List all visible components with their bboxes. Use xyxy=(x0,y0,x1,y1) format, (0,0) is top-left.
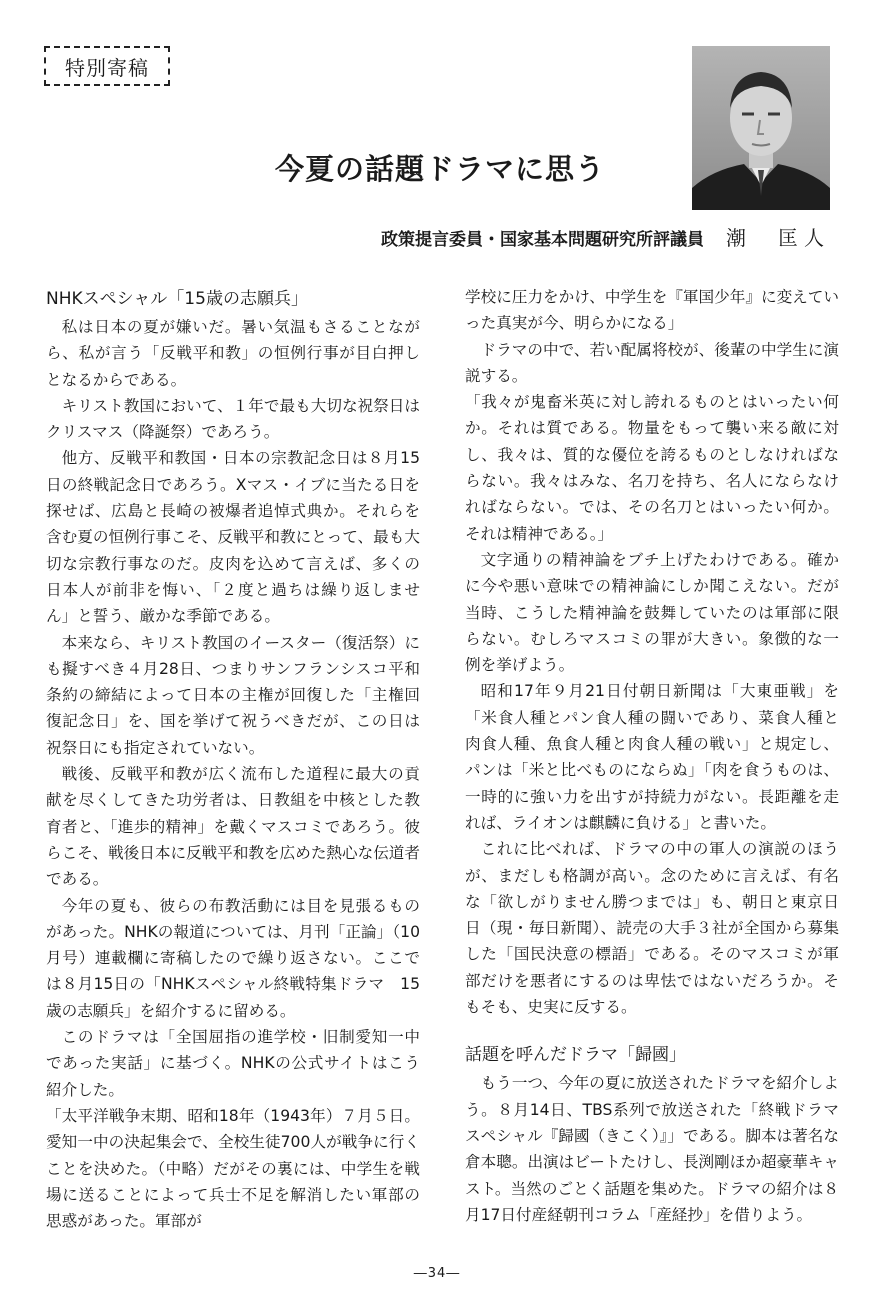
paragraph: 文字通りの精神論をブチ上げたわけである。確かに今や悪い意味での精神論にしか聞こえない。だが当時、こうした精神論を鼓舞していたのは軍部に限らない。むしろマスコミの罪が大きい。象徴的な一例を挙げよう。 xyxy=(465,550,839,675)
paragraph: 今年の夏も、彼らの布教活動には目を見張るものがあった。NHKの報道については、月刊「正論」（10月号）連載欄に寄稿したので繰り返さない。ここでは８月15日の「NHKスペシャル終戦特集ドラマ 15歳の志願兵」を紹介するに留める。 xyxy=(46,896,420,1020)
quote-paragraph: 「太平洋戦争末期、昭和18年（1943年）７月５日。愛知一中の決起集会で、全校生徒700人が戦争に行くことを決めた。（中略）だがその裏には、中学生を戦場に送ることによって兵士不足を解消したい軍部の思惑があった。軍部が xyxy=(46,1106,420,1231)
paragraph: ドラマの中で、若い配属将校が、後輩の中学生に演説する。 xyxy=(465,340,839,385)
right-column xyxy=(465,284,839,1228)
paragraph: キリスト教国において、１年で最も大切な祝祭日はクリスマス（降誕祭）であろう。 xyxy=(46,396,420,442)
paragraph: 戦後、反戦平和教が広く流布した道程に最大の貢献を尽くしてきた功労者は、日教組を中核とした教育者と、「進歩的精神」を戴くマスコミであろう。彼らこそ、戦後日本に反戦平和教を広めた熱心な伝道者である。 xyxy=(46,765,420,889)
paragraph: 他方、反戦平和教国・日本の宗教記念日は８月15日の終戦記念日であろう。Xマス・イブに当たる日を探せば、広島と長崎の被爆者追悼式典か。それらを含む夏の恒例行事こそ、反戦平和教にとって、最も大切な宗教行事なのだ。皮肉を込めて言えば、多くの日本人が前非を悔い、「２度と過ちは繰り返しません」と誓う、厳かな季節である。 xyxy=(46,449,420,626)
author-byline xyxy=(381,222,830,251)
article-title: 今夏の話題ドラマに思う xyxy=(274,152,605,187)
author-photo xyxy=(692,46,830,210)
paragraph: 本来なら、キリスト教国のイースター（復活祭）にも擬すべき４月28日、つまりサンフランシスコ平和条約の締結によって日本の主権が回復した「主権回復記念日」を、国を挙げて祝うべきだが、この日は祝祭日にも指定されていない。 xyxy=(46,633,420,757)
page-number: ―34― xyxy=(413,1266,461,1281)
section-heading-nhk: NHKスペシャル「15歳の志願兵」 xyxy=(46,289,308,309)
paragraph: 昭和17年９月21日付朝日新聞は「大東亜戦」を「米食人種とパン食人種の闘いであり、菜食人種と肉食人種、魚食人種と肉食人種の戦い」と規定し、パンは「米と比べものにならぬ」「肉を食うものは、一時的に強い力を出すが持続力がない。長距離を走れば、ライオンは麒麟に負ける」と書いた。 xyxy=(465,682,839,832)
paragraph: これに比べれば、ドラマの中の軍人の演説のほうが、まだしも格調が高い。念のために言えば、有名な「欲しがりません勝つまでは」も、朝日と東京日日（現・毎日新聞）、読売の大手３社が全国から募集した「国民決意の標語」である。そのマスコミが軍部だけを悪者にするのは卑怯ではないだろうか。そもそも、史実に反する。 xyxy=(465,840,839,1017)
author-role: 政策提言委員・国家基本問題研究所評議員 xyxy=(381,230,704,250)
quote-paragraph: 「我々が鬼畜米英に対し誇れるものとはいったい何か。それは質である。物量をもって襲い来る敵に対し、我々は、質的な優位を誇るものとしなければならない。我々はみな、名刀を持ち、名人にならなければならない。では、その名刀とはいったい何か。それは精神である。」 xyxy=(465,393,839,543)
special-contribution-tag xyxy=(44,46,170,86)
paragraph: このドラマは「全国屈指の進学校・旧制愛知一中であった実話」に基づく。NHKの公式サイトはこう紹介した。 xyxy=(46,1028,420,1099)
author-portrait-icon xyxy=(692,46,830,210)
left-column xyxy=(46,284,420,1234)
paragraph-continued: 学校に圧力をかけ、中学生を『軍国少年』に変えていった真実が今、明らかになる」 xyxy=(465,288,839,333)
paragraph: 私は日本の夏が嫌いだ。暑い気温もさることながら、私が言う「反戦平和教」の恒例行事が目白押しとなるからである。 xyxy=(46,318,420,389)
author-name: 潮 匡人 xyxy=(726,226,830,250)
section-heading-kikoku: 話題を呼んだドラマ「歸國」 xyxy=(465,1045,686,1066)
paragraph: もう一つ、今年の夏に放送されたドラマを紹介しよう。８月14日、TBS系列で放送された「終戦ドラマスペシャル『歸國（きこく）』」である。脚本は著名な倉本聰。出演はビートたけし、長渕剛ほか超豪華キャスト。当然のごとく話題を集めた。ドラマの紹介は８月17日付産経朝刊コラム「産経抄」を借りよう。 xyxy=(465,1074,839,1224)
tag-label: 特別寄稿 xyxy=(65,55,149,80)
